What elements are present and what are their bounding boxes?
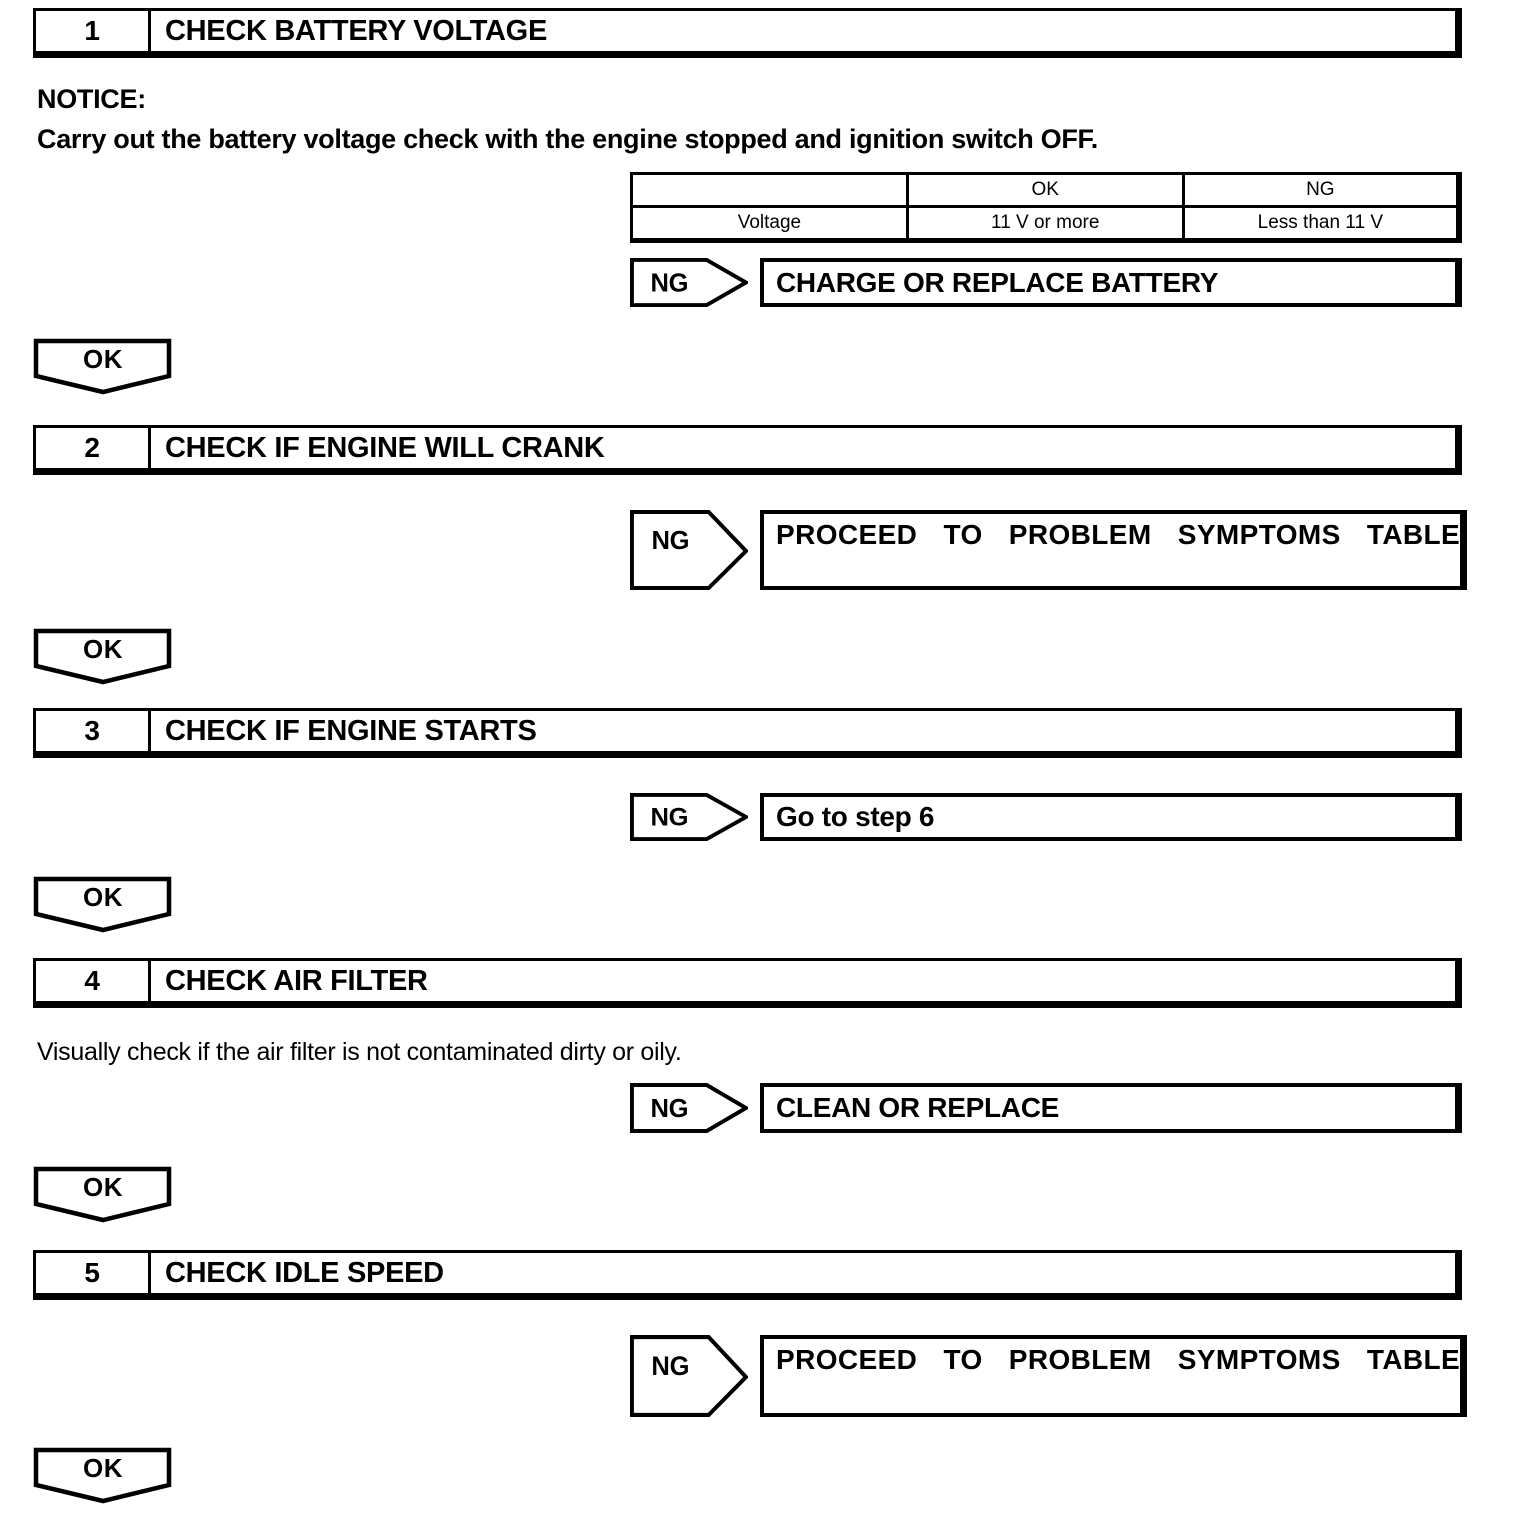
- notice-label: NOTICE:: [37, 84, 146, 114]
- ok-flag-2: [33, 628, 173, 686]
- ok-flag-1: [33, 338, 173, 396]
- step-description: Visually check if the air filter is not contaminated dirty or oily.: [37, 1038, 682, 1066]
- ng-arrow-icon: [630, 1335, 748, 1417]
- ok-label: OK: [83, 882, 123, 912]
- step-number: 3: [36, 711, 151, 751]
- ng-label: NG: [651, 526, 690, 556]
- ok-label: OK: [83, 634, 123, 664]
- table-header-cell: NG: [1183, 174, 1459, 207]
- ok-flag-5: [33, 1447, 173, 1505]
- notice-text: Carry out the battery voltage check with the engine stopped and ignition switch OFF.: [37, 124, 1098, 154]
- ng-action-box: CLEAN OR REPLACE: [760, 1083, 1462, 1133]
- table-cell: Less than 11 V: [1183, 207, 1459, 241]
- step-number: 1: [36, 11, 151, 51]
- ng-arrow-icon: [630, 793, 748, 841]
- step-header-1: [33, 8, 1462, 58]
- ng-action-box: Go to step 6: [760, 793, 1462, 841]
- table-row: [632, 207, 1460, 241]
- ng-label: NG: [650, 1094, 689, 1124]
- voltage-table: [630, 172, 1462, 243]
- ng-branch-5: [630, 1335, 1462, 1417]
- ng-label: NG: [651, 1350, 690, 1382]
- ng-arrow-icon: [630, 1083, 748, 1133]
- ng-arrow-icon: [630, 258, 748, 307]
- step-number: 2: [36, 428, 151, 468]
- ng-label: NG: [650, 269, 689, 298]
- step-header-4: [33, 958, 1462, 1008]
- ng-branch-2: [630, 510, 1462, 590]
- step-title: CHECK IF ENGINE WILL CRANK: [165, 431, 605, 464]
- ok-label: OK: [83, 344, 123, 374]
- table-cell: 11 V or more: [907, 207, 1183, 241]
- ng-branch-1: [630, 258, 1462, 307]
- step-number: 4: [36, 961, 151, 1001]
- ok-flag-4: [33, 1166, 173, 1224]
- step-title: CHECK BATTERY VOLTAGE: [165, 14, 547, 47]
- step-title: CHECK AIR FILTER: [165, 964, 428, 997]
- ok-label: OK: [83, 1453, 123, 1483]
- ng-arrow-icon: [630, 510, 748, 590]
- step-title: CHECK IDLE SPEED: [165, 1256, 444, 1289]
- ng-action-box: PROCEED TO PROBLEM SYMPTOMS TABLE: [760, 1335, 1467, 1417]
- table-header-row: [632, 174, 1460, 207]
- ng-action-box: PROCEED TO PROBLEM SYMPTOMS TABLE: [760, 510, 1467, 590]
- table-header-cell: OK: [907, 174, 1183, 207]
- table-cell: Voltage: [632, 207, 908, 241]
- step-header-3: [33, 708, 1462, 758]
- step-header-2: [33, 425, 1462, 475]
- ok-label: OK: [83, 1172, 123, 1202]
- ng-branch-4: [630, 1083, 1462, 1133]
- step-title: CHECK IF ENGINE STARTS: [165, 714, 537, 747]
- ng-branch-3: [630, 793, 1462, 841]
- table-header-cell: [632, 174, 908, 207]
- ng-label: NG: [650, 803, 689, 832]
- ng-action-box: CHARGE OR REPLACE BATTERY: [760, 258, 1462, 307]
- step-header-5: [33, 1250, 1462, 1300]
- ok-flag-3: [33, 876, 173, 934]
- step-number: 5: [36, 1253, 151, 1293]
